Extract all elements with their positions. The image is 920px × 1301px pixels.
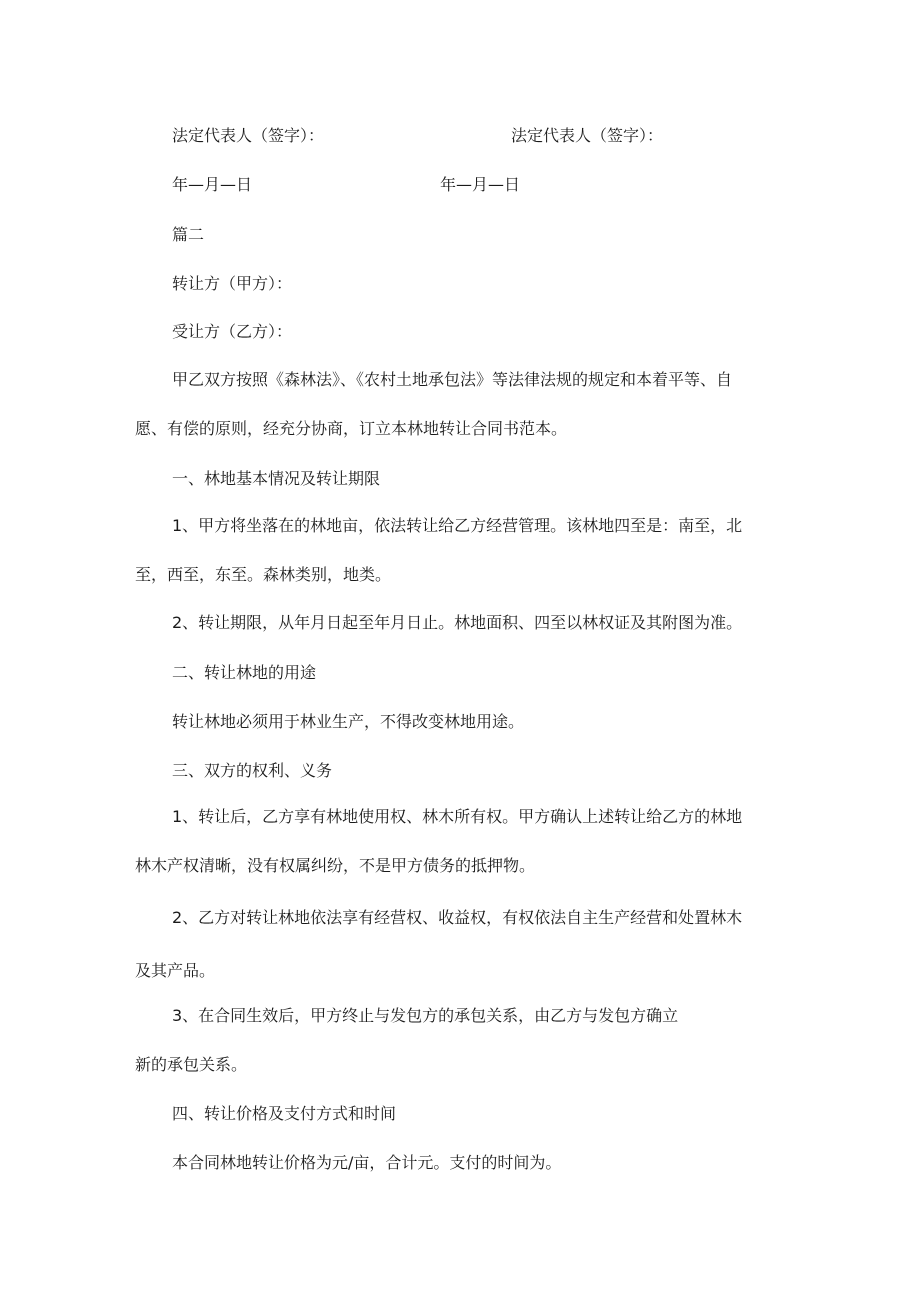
article-3-clause-3-line-1: 3、在合同生效后，甲方终止与发包方的承包关系，由乙方与发包方确立 <box>172 1006 679 1025</box>
transferor-label: 转让方（甲方）： <box>172 274 293 293</box>
article-1-clause-1-line-1: 1、甲方将坐落在的林地亩，依法转让给乙方经营管理。该林地四至是：南至，北 <box>172 516 743 535</box>
article-2-heading: 二、转让林地的用途 <box>172 663 317 682</box>
article-1-clause-1-line-2: 至，西至，东至。森林类别，地类。 <box>135 564 392 584</box>
article-3-clause-2-line-1: 2、乙方对转让林地依法享有经营权、收益权，有权依法自主生产经营和处置林木 <box>172 908 743 927</box>
article-3-clause-2 <box>135 891 795 997</box>
right-signature-label: 法定代表人（签字）： <box>511 126 664 145</box>
article-4-text: 本合同林地转让价格为元/亩，合计元。支付的时间为。 <box>172 1153 562 1172</box>
article-3-clause-1 <box>135 793 795 890</box>
left-date-line: 年—月—日 <box>172 175 253 194</box>
intro-line-1: 甲乙双方按照《森林法》、《农村土地承包法》等法律法规的规定和本着平等、自 <box>172 370 733 389</box>
right-date-line: 年—月—日 <box>440 175 521 194</box>
article-1-heading: 一、林地基本情况及转让期限 <box>172 469 381 488</box>
article-3-clause-1-line-2: 林木产权清晰，没有权属纠纷，不是甲方债务的抵押物。 <box>135 855 536 875</box>
article-2-text: 转让林地必须用于林业生产，不得改变林地用途。 <box>172 712 525 731</box>
intro-paragraph <box>135 356 795 453</box>
section-title: 篇二 <box>172 225 205 244</box>
article-1-clause-2: 2、转让期限，从年月日起至年月日止。林地面积、四至以林权证及其附图为准。 <box>172 613 743 632</box>
left-signature-label: 法定代表人（签字）： <box>172 126 325 145</box>
article-1-clause-1 <box>135 502 795 599</box>
article-3-heading: 三、双方的权利、义务 <box>172 761 333 780</box>
article-3-clause-1-line-1: 1、转让后，乙方享有林地使用权、林木所有权。甲方确认上述转让给乙方的林地 <box>172 807 743 826</box>
article-3-clause-2-line-2: 及其产品。 <box>135 961 216 980</box>
article-3-clause-3-line-2: 新的承包关系。 <box>135 1055 248 1074</box>
intro-line-2: 愿、有偿的原则，经充分协商，订立本林地转让合同书范本。 <box>135 418 568 438</box>
transferee-label: 受让方（乙方）： <box>172 322 293 341</box>
article-4-heading: 四、转让价格及支付方式和时间 <box>172 1104 397 1123</box>
